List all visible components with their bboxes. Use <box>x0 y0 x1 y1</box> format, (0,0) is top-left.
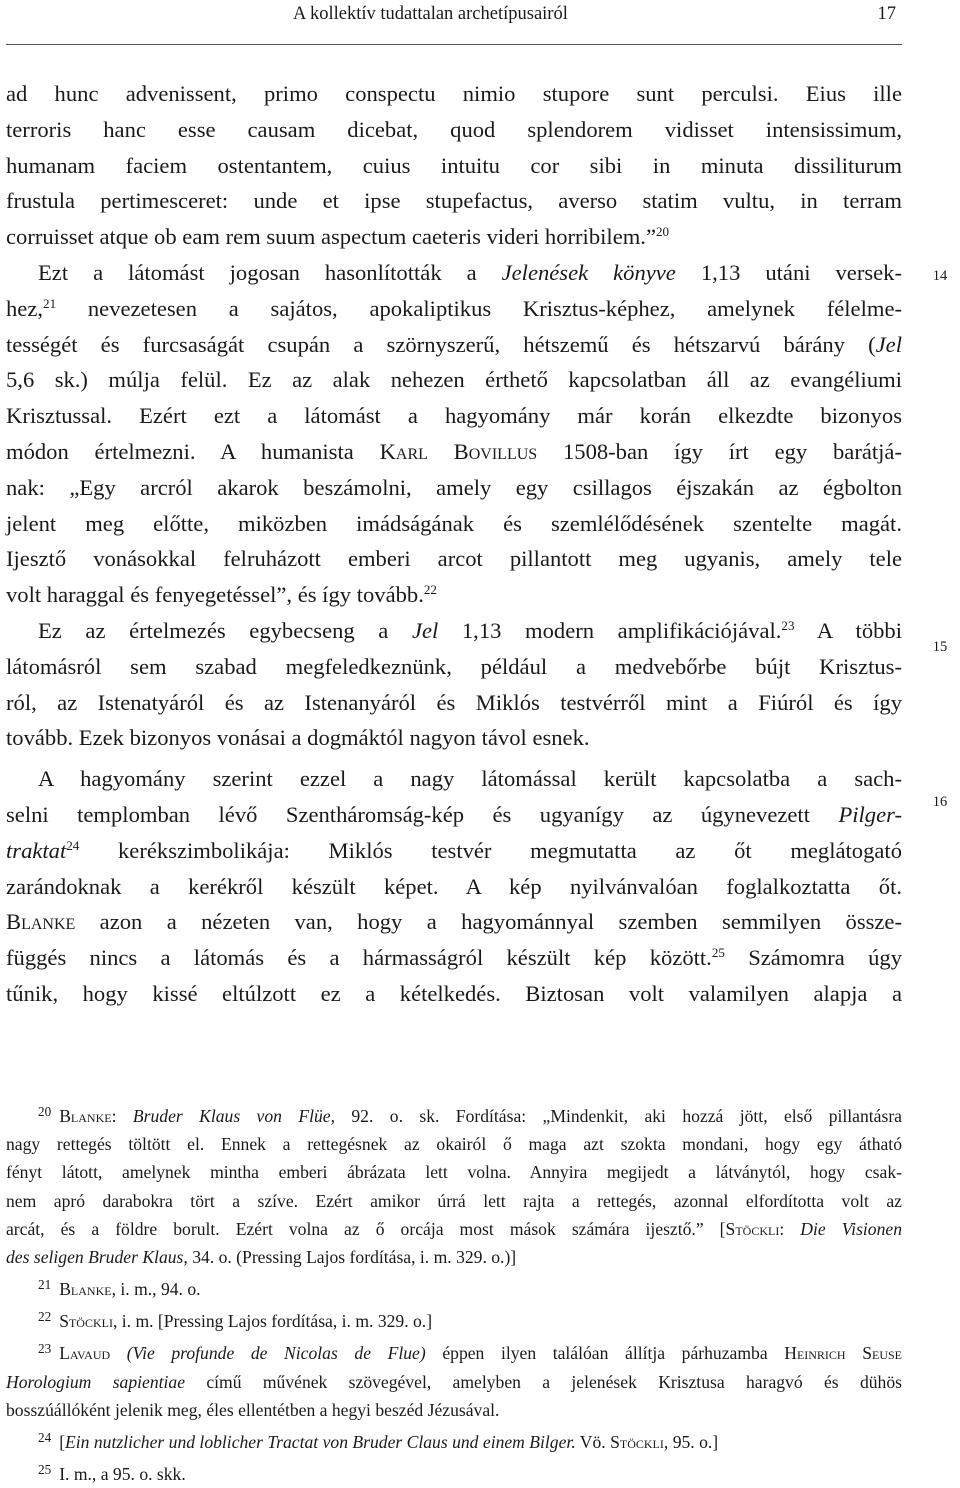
running-title: A kollektív tudattalan archetípusairól <box>293 4 568 24</box>
text-line: frustula pertimesceret: unde et ipse stupefactus, averso statim vultu, in terram <box>6 188 902 214</box>
footnote-line: nagy rettegés töltött el. Ennek a rettegésnek az okairól ő maga azt szokta mondani, hogy egy átható <box>6 1134 902 1155</box>
margin-paragraph-number: 15 <box>932 639 948 655</box>
text-line: humanam faciem ostentantem, cuius intuitu cor sibi in minuta dissiliturum <box>6 152 902 178</box>
footnote-ref: 21 <box>43 295 57 311</box>
author-name: Blanke <box>6 909 76 935</box>
text-line: traktat$^{24}$ kerékszimbolikája: Miklós testvér megmutatta az őt meglátogató <box>6 837 902 863</box>
text-line: Krisztussal. Ezért ezt a látomást a hagyomány már korán elkezdte bizonyos <box>6 403 902 429</box>
text-line: jelent meg előtte, miközben imádságának és szemlélődésének szentelte magát. <box>6 510 902 536</box>
footnote-24: $^{24}$ [Ein nutzlicher und loblicher Tractat von Bruder Claus und einem Bilger. Vö. Stöckli, 95. o.] <box>38 1429 719 1452</box>
text-line: tovább. Ezek bizonyos vonásai a dogmáktól nagyon távol esnek. <box>6 725 590 751</box>
footnote-line: Horologium sapientiae című művének szövegével, amelyben a jelenések Krisztusa haragvó és dühös <box>6 1371 902 1392</box>
footnote-ref: 22 <box>423 582 437 598</box>
running-header <box>6 0 902 45</box>
footnote-20: $^{20}$ Blanke: Bruder Klaus von Flüe, 92. o. sk. Fordítása: „Mindenkit, aki hozzá jött, első pillantásra <box>38 1104 902 1126</box>
text-line: nak: „Egy arcról akarok beszámolni, amely egy csillagos éjszakán az égbolton <box>6 474 902 500</box>
text-line: volt haraggal és fenyegetéssel”, és így tovább.$^{22}$ <box>6 582 437 608</box>
footnote-line: arcát, és a földre borult. Ezért volna az ő orcája most mások számára ijesztő.” [Stöckli: Die Visionen <box>6 1218 902 1239</box>
paragraph-start: Ezt a látomást jogosan hasonlították a Jelenések könyve 1,13 utáni versek- <box>38 259 902 285</box>
text-line: függés nincs a látomás és a hármasságról készült kép között.$^{25}$ Számomra úgy <box>6 945 902 971</box>
footnote-ref: 24 <box>66 837 80 853</box>
footnote-22: $^{22}$ Stöckli, i. m. [Pressing Lajos fordítása, i. m. 329. o.] <box>38 1309 433 1332</box>
text-line: terroris hanc esse causam dicebat, quod splendorem vidisset intensissimum, <box>6 116 902 142</box>
author-name: Karl Bovillus <box>379 438 538 464</box>
footnote-21: $^{21}$ Blanke, i. m., 94. o. <box>38 1277 201 1300</box>
footnote-line: des seligen Bruder Klaus, 34. o. (Pressing Lajos fordítása, i. m. 329. o.)] <box>6 1246 517 1267</box>
footnote-ref: 25 <box>711 945 725 961</box>
footnote-23: $^{23}$ Lavaud (Vie profunde de Nicolas de Flue) éppen ilyen találóan állítja párhuzamba Heinrich Seuse <box>38 1341 902 1364</box>
footnote-ref: 23 <box>781 618 795 634</box>
footnote-line: fényt látott, amelynek mintha emberi ábrázata lett volna. Annyira megijedt a látványtól, hogy csak- <box>6 1162 902 1183</box>
text-line: Blanke azon a nézeten van, hogy a hagyománnyal szemben semmilyen össze- <box>6 909 902 935</box>
text-line: hez,$^{21}$ nevezetesen a sajátos, apokaliptikus Krisztus-képhez, amelynek félelme- <box>6 295 902 321</box>
paragraph-start: A hagyomány szerint ezzel a nagy látomással került kapcsolatba a sach- <box>38 766 902 792</box>
text-line: módon értelmezni. A humanista Karl Bovillus 1508-ban így írt egy barátjá- <box>6 438 902 464</box>
text-line: tességét és furcsaságát csupán a szörnyszerű, hétszemű és hétszarvú bárány (Jel <box>6 331 902 357</box>
paragraph-start: Ez az értelmezés egybecseng a Jel 1,13 modern amplifikációjával.$^{23}$ A többi <box>38 617 902 643</box>
text-line: selni templomban lévő Szentháromság-kép és ugyanígy az úgynevezett Pilger- <box>6 801 902 827</box>
text-line: ad hunc advenissent, primo conspectu nimio stupore sunt perculsi. Eius ille <box>6 81 902 106</box>
text-line: corruisset atque ob eam rem suum aspectum caeteris videri horribilem.”$^{20}$ <box>6 224 670 250</box>
text-line: 5,6 sk.) múlja felül. Ez az alak nehezen érthető kapcsolatban áll az evangéliumi <box>6 367 902 393</box>
text-line: Ijesztő vonásokkal felruházott emberi arcot pillantott meg ugyanis, amely tele <box>6 546 902 572</box>
margin-paragraph-number: 14 <box>932 268 948 284</box>
text-line: látomásról sem szabad megfeledkeznünk, például a medvebőrbe bújt Krisztus- <box>6 653 902 679</box>
footnote-line: nem apró darabokra tört a szíve. Ezért amikor úrrá lett rajta a rettegés, azonnal elfordította volt az <box>6 1190 902 1211</box>
footnote-25: $^{25}$ I. m., a 95. o. skk. <box>38 1462 186 1485</box>
margin-paragraph-number: 16 <box>932 794 948 810</box>
page-number: 17 <box>877 4 896 24</box>
footnotes <box>6 1098 902 1488</box>
footnote-ref: 20 <box>655 224 670 240</box>
main-text <box>6 76 902 1012</box>
text-line: ról, az Istenatyáról és az Istenanyáról és Miklós testvérről mint a Fiúról és így <box>6 689 902 715</box>
text-line: tűnik, hogy kissé eltúlzott ez a kételkedés. Biztosan volt valamilyen alapja a <box>6 980 902 1006</box>
footnote-line: bosszúállóként jelenik meg, éles ellentétben a hegyi beszéd Jézusával. <box>6 1399 500 1420</box>
text-line: zarándoknak a kerékről készült képet. A kép nyilvánvalóan foglalkoztatta őt. <box>6 873 902 899</box>
